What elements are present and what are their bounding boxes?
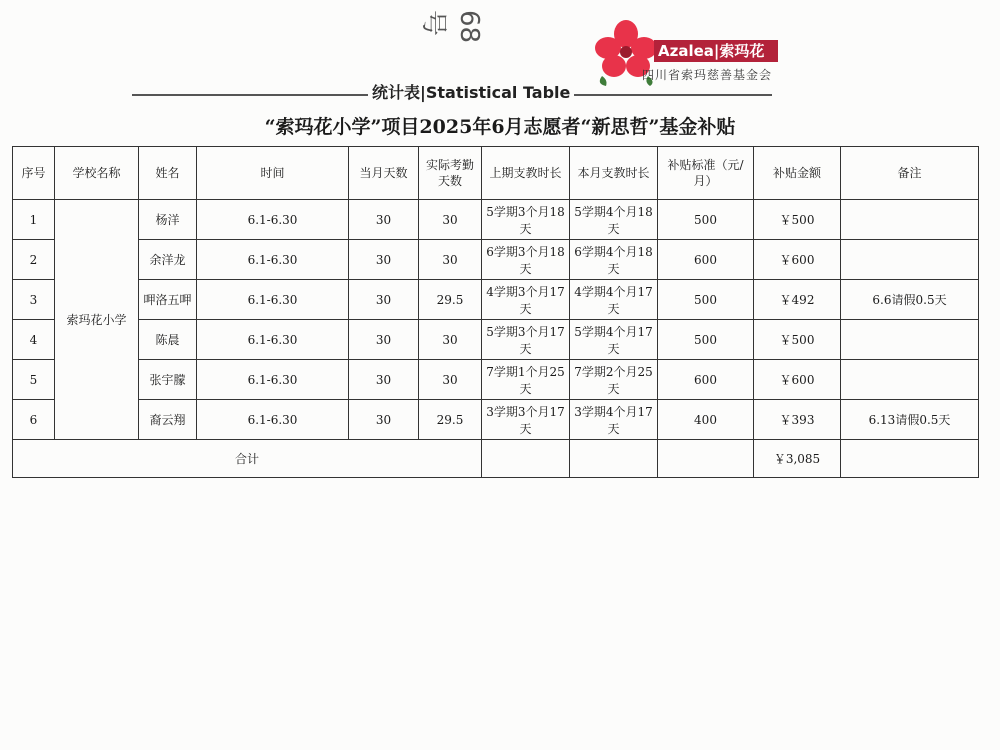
cell-amount: ￥500 <box>754 320 841 360</box>
cell-actual: 30 <box>419 200 482 240</box>
cell-actual: 30 <box>419 240 482 280</box>
total-note-empty <box>841 440 979 478</box>
cell-no: 1 <box>13 200 55 240</box>
header-actual: 实际考勤天数 <box>419 147 482 200</box>
header-period: 时间 <box>197 147 349 200</box>
logo-name-cn: 索玛花 <box>719 42 765 60</box>
cell-prev: 6学期3个月18天 <box>482 240 570 280</box>
table-row <box>13 200 979 240</box>
total-label: 合计 <box>13 440 482 478</box>
header-prev: 上期支教时长 <box>482 147 570 200</box>
handwritten-note: 68号 <box>418 10 484 44</box>
cell-name: 陈晨 <box>139 320 197 360</box>
cell-amount: ￥393 <box>754 400 841 440</box>
cell-days: 30 <box>349 240 419 280</box>
cell-prev: 5学期3个月18天 <box>482 200 570 240</box>
header-school: 学校名称 <box>55 147 139 200</box>
header-curr: 本月支教时长 <box>570 147 658 200</box>
cell-period: 6.1-6.30 <box>197 240 349 280</box>
header-days: 当月天数 <box>349 147 419 200</box>
cell-name: 裔云翔 <box>139 400 197 440</box>
cell-note <box>841 320 979 360</box>
cell-curr: 4学期4个月17天 <box>570 280 658 320</box>
cell-no: 3 <box>13 280 55 320</box>
cell-period: 6.1-6.30 <box>197 280 349 320</box>
cell-amount: ￥492 <box>754 280 841 320</box>
cell-period: 6.1-6.30 <box>197 360 349 400</box>
cell-days: 30 <box>349 320 419 360</box>
table-row <box>13 400 979 440</box>
cell-standard: 600 <box>658 360 754 400</box>
cell-curr: 6学期4个月18天 <box>570 240 658 280</box>
cell-period: 6.1-6.30 <box>197 400 349 440</box>
cell-no: 5 <box>13 360 55 400</box>
total-curr-empty <box>570 440 658 478</box>
header-standard: 补贴标准（元/月） <box>658 147 754 200</box>
logo-name-en: Azalea <box>658 42 714 60</box>
cell-curr: 5学期4个月17天 <box>570 320 658 360</box>
cell-prev: 5学期3个月17天 <box>482 320 570 360</box>
cell-days: 30 <box>349 200 419 240</box>
cell-note <box>841 360 979 400</box>
cell-prev: 7学期1个月25天 <box>482 360 570 400</box>
cell-note <box>841 200 979 240</box>
total-row <box>13 440 979 478</box>
cell-prev: 3学期3个月17天 <box>482 400 570 440</box>
cell-standard: 500 <box>658 200 754 240</box>
cell-name: 呷洛五呷 <box>139 280 197 320</box>
cell-prev: 4学期3个月17天 <box>482 280 570 320</box>
cell-days: 30 <box>349 280 419 320</box>
cell-period: 6.1-6.30 <box>197 320 349 360</box>
section-divider <box>132 83 772 102</box>
header-name: 姓名 <box>139 147 197 200</box>
cell-curr: 3学期4个月17天 <box>570 400 658 440</box>
cell-amount: ￥500 <box>754 200 841 240</box>
cell-curr: 5学期4个月18天 <box>570 200 658 240</box>
table-row <box>13 360 979 400</box>
section-label: 统计表|Statistical Table <box>368 80 574 103</box>
cell-name: 张宇朦 <box>139 360 197 400</box>
cell-days: 30 <box>349 400 419 440</box>
cell-name: 余洋龙 <box>139 240 197 280</box>
cell-amount: ￥600 <box>754 240 841 280</box>
cell-no: 4 <box>13 320 55 360</box>
total-prev-empty <box>482 440 570 478</box>
table-row <box>13 320 979 360</box>
cell-name: 杨洋 <box>139 200 197 240</box>
cell-standard: 400 <box>658 400 754 440</box>
cell-actual: 29.5 <box>419 280 482 320</box>
cell-note <box>841 240 979 280</box>
header-note: 备注 <box>841 147 979 200</box>
cell-period: 6.1-6.30 <box>197 200 349 240</box>
cell-school: 索玛花小学 <box>55 200 139 440</box>
cell-curr: 7学期2个月25天 <box>570 360 658 400</box>
cell-no: 2 <box>13 240 55 280</box>
statistics-table <box>12 146 979 478</box>
cell-days: 30 <box>349 360 419 400</box>
cell-actual: 29.5 <box>419 400 482 440</box>
total-standard-empty <box>658 440 754 478</box>
cell-note: 6.13请假0.5天 <box>841 400 979 440</box>
foundation-logo <box>592 18 792 88</box>
cell-standard: 600 <box>658 240 754 280</box>
cell-no: 6 <box>13 400 55 440</box>
cell-standard: 500 <box>658 320 754 360</box>
header-amount: 补贴金额 <box>754 147 841 200</box>
table-row <box>13 280 979 320</box>
cell-actual: 30 <box>419 360 482 400</box>
page-title: “索玛花小学”项目2025年6月志愿者“新思哲”基金补贴 <box>264 116 736 138</box>
logo-separator: | <box>713 42 720 60</box>
table-header-row <box>13 147 979 200</box>
table-row <box>13 240 979 280</box>
logo-subtitle: 四川省索玛慈善基金会 <box>642 68 773 82</box>
cell-note: 6.6请假0.5天 <box>841 280 979 320</box>
cell-amount: ￥600 <box>754 360 841 400</box>
cell-standard: 500 <box>658 280 754 320</box>
total-amount: ￥3,085 <box>754 440 841 478</box>
header-no: 序号 <box>13 147 55 200</box>
cell-actual: 30 <box>419 320 482 360</box>
